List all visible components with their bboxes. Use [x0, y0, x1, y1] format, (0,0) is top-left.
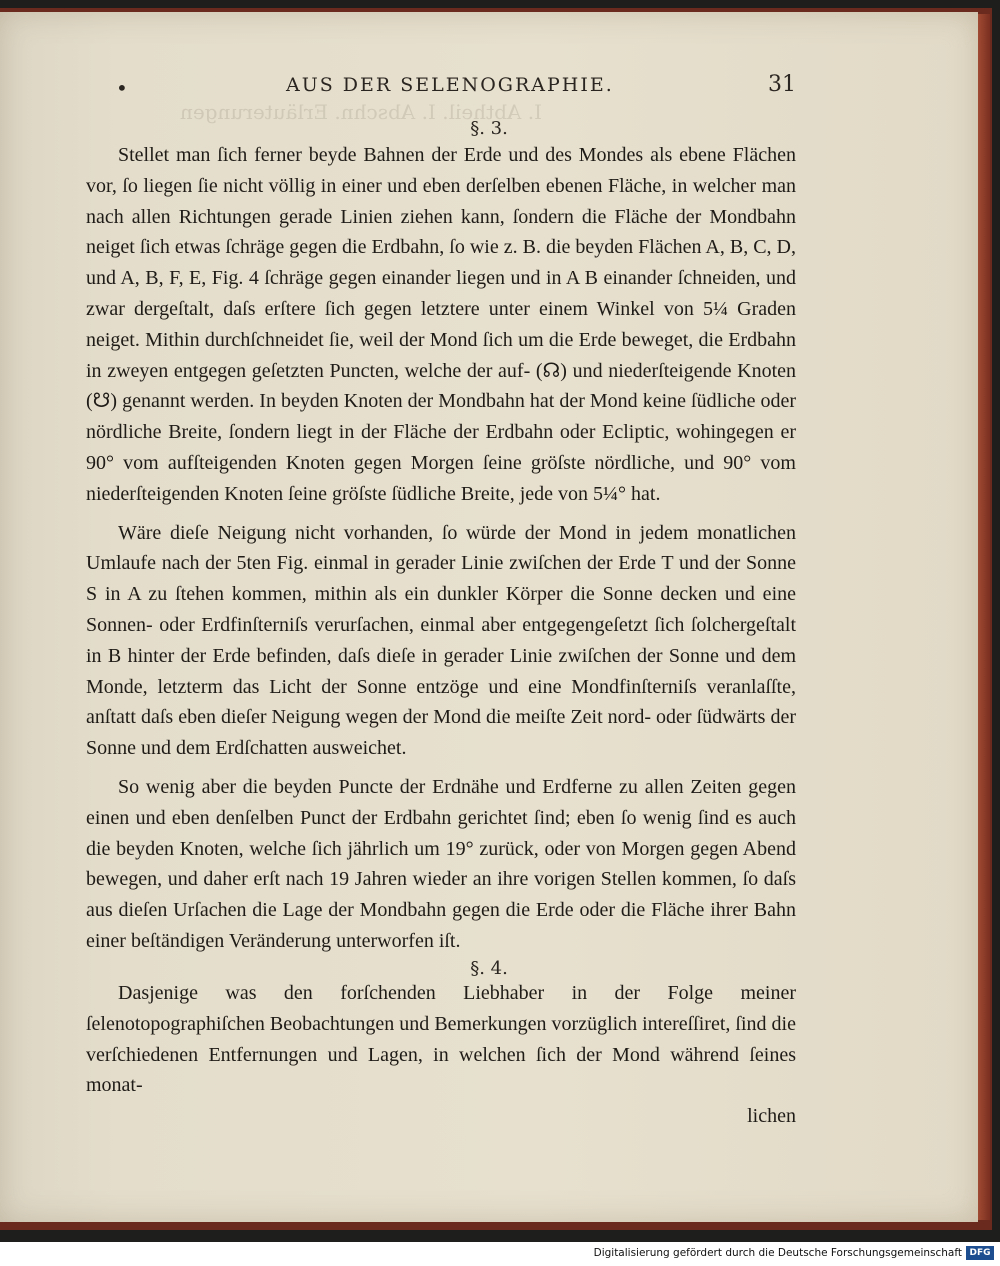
running-header [116, 72, 796, 102]
footer-bar [0, 1242, 1000, 1266]
section-4-heading: §. 4. [470, 958, 508, 979]
paragraph: Stellet man ſich ferner beyde Bahnen der Erde und des Mondes als ebene Flächen vor, ſo liegen ſie nicht völlig in einer und eben derſelben ebenen Fläche, in welcher man nach allen Richtungen gerade Linien ziehen kann, ſondern die Fläche der Mondbahn neiget ſich etwas ſchräge gegen die Erdbahn, ſo wie z. B. die beyden Flächen A, B, C, D, und A, B, F, E, Fig. 4 ſchräge gegen einander liegen und in A B einander ſchneiden, und zwar dergeſtalt, daſs erſtere ſich gegen letztere unter einem Winkel von 5¼ Graden neiget. Mithin durchſchneidet ſie, weil der Mond ſich um die Erde beweget, die Erdbahn in zweyen entgegen geſetzten Puncten, welche der auf- (☊) und niederſteigende Knoten (☋) genannt werden. In beyden Knoten der Mondbahn hat der Mond keine ſüdliche oder nördliche Breite, ſondern liegt in der Fläche der Erdbahn oder Ecliptic, wohingegen er 90° vom aufſteigenden Knoten gegen Morgen ſeine gröſste nördliche, und 90° vom niederſteigenden Knoten ſeine gröſste ſüdliche Breite, jede von 5¼° hat. [86, 144, 796, 505]
header-bullet: • [116, 76, 128, 100]
section-3-heading: §. 3. [470, 118, 508, 139]
paragraph: So wenig aber die beyden Puncte der Erdnähe und Erdferne zu allen Zeiten gegen einen und eben denſelben Punct der Erdbahn gerichtet ſind; eben ſo wenig ſind es auch die beyden Knoten, welche ſich jährlich um 19° zurück, oder von Morgen gegen Abend bewegen, und daher erſt nach 19 Jahren wieder an ihre vorigen Stellen kommen, ſo daſs aus dieſen Urſachen die Lage der Mondbahn gegen die Erde oder die Fläche ihrer Bahn einer beſtändigen Veränderung unterworfen iſt. [86, 775, 796, 952]
page-edge [978, 14, 990, 1220]
funding-credit: Digitalisierung gefördert durch die Deutsche Forschungsgemeinschaft [593, 1247, 962, 1259]
section-4-body [86, 978, 796, 1132]
catchword: lichen [747, 1105, 796, 1128]
running-title: AUS DER SELENOGRAPHIE. [286, 74, 614, 96]
paragraph: Wäre dieſe Neigung nicht vorhanden, ſo würde der Mond in jedem monatlichen Umlaufe nach der 5ten Fig. einmal in gerader Linie zwiſchen der Erde T und der Sonne S in A zu ſtehen kommen, mithin als ein dunkler Körper die Sonne decken und eine Sonnen- oder Erdfinſterniſs verurſachen, einmal aber entgegengeſetzt ſich ſolchergeſtalt in B hinter der Erde befinden, daſs dieſe in gerader Linie zwiſchen der Sonne und dem Monde, letzterm das Licht der Sonne entzöge und eine Mondfinſterniſs veranlaſſte, anſtatt daſs eben dieſer Neigung wegen der Mond die meiſte Zeit nord- oder ſüdwärts der Sonne und dem Erdſchatten ausweichet. [86, 521, 796, 760]
section-3-body [86, 140, 796, 957]
page-number: 31 [768, 72, 796, 97]
bleed-through-text: I. Abtheil. I. Abschn. Erläuterungen [180, 100, 543, 124]
dfg-logo: DFG [966, 1246, 994, 1260]
paragraph: Dasjenige was den forſchenden Liebhaber in der Folge meiner ſelenotopographiſchen Beobachtungen und Bemerkungen vorzüglich intereſſiret, ſind die verſchiedenen Entfernungen und Lagen, in welchen ſich der Mond während ſeines monat- [86, 982, 796, 1097]
